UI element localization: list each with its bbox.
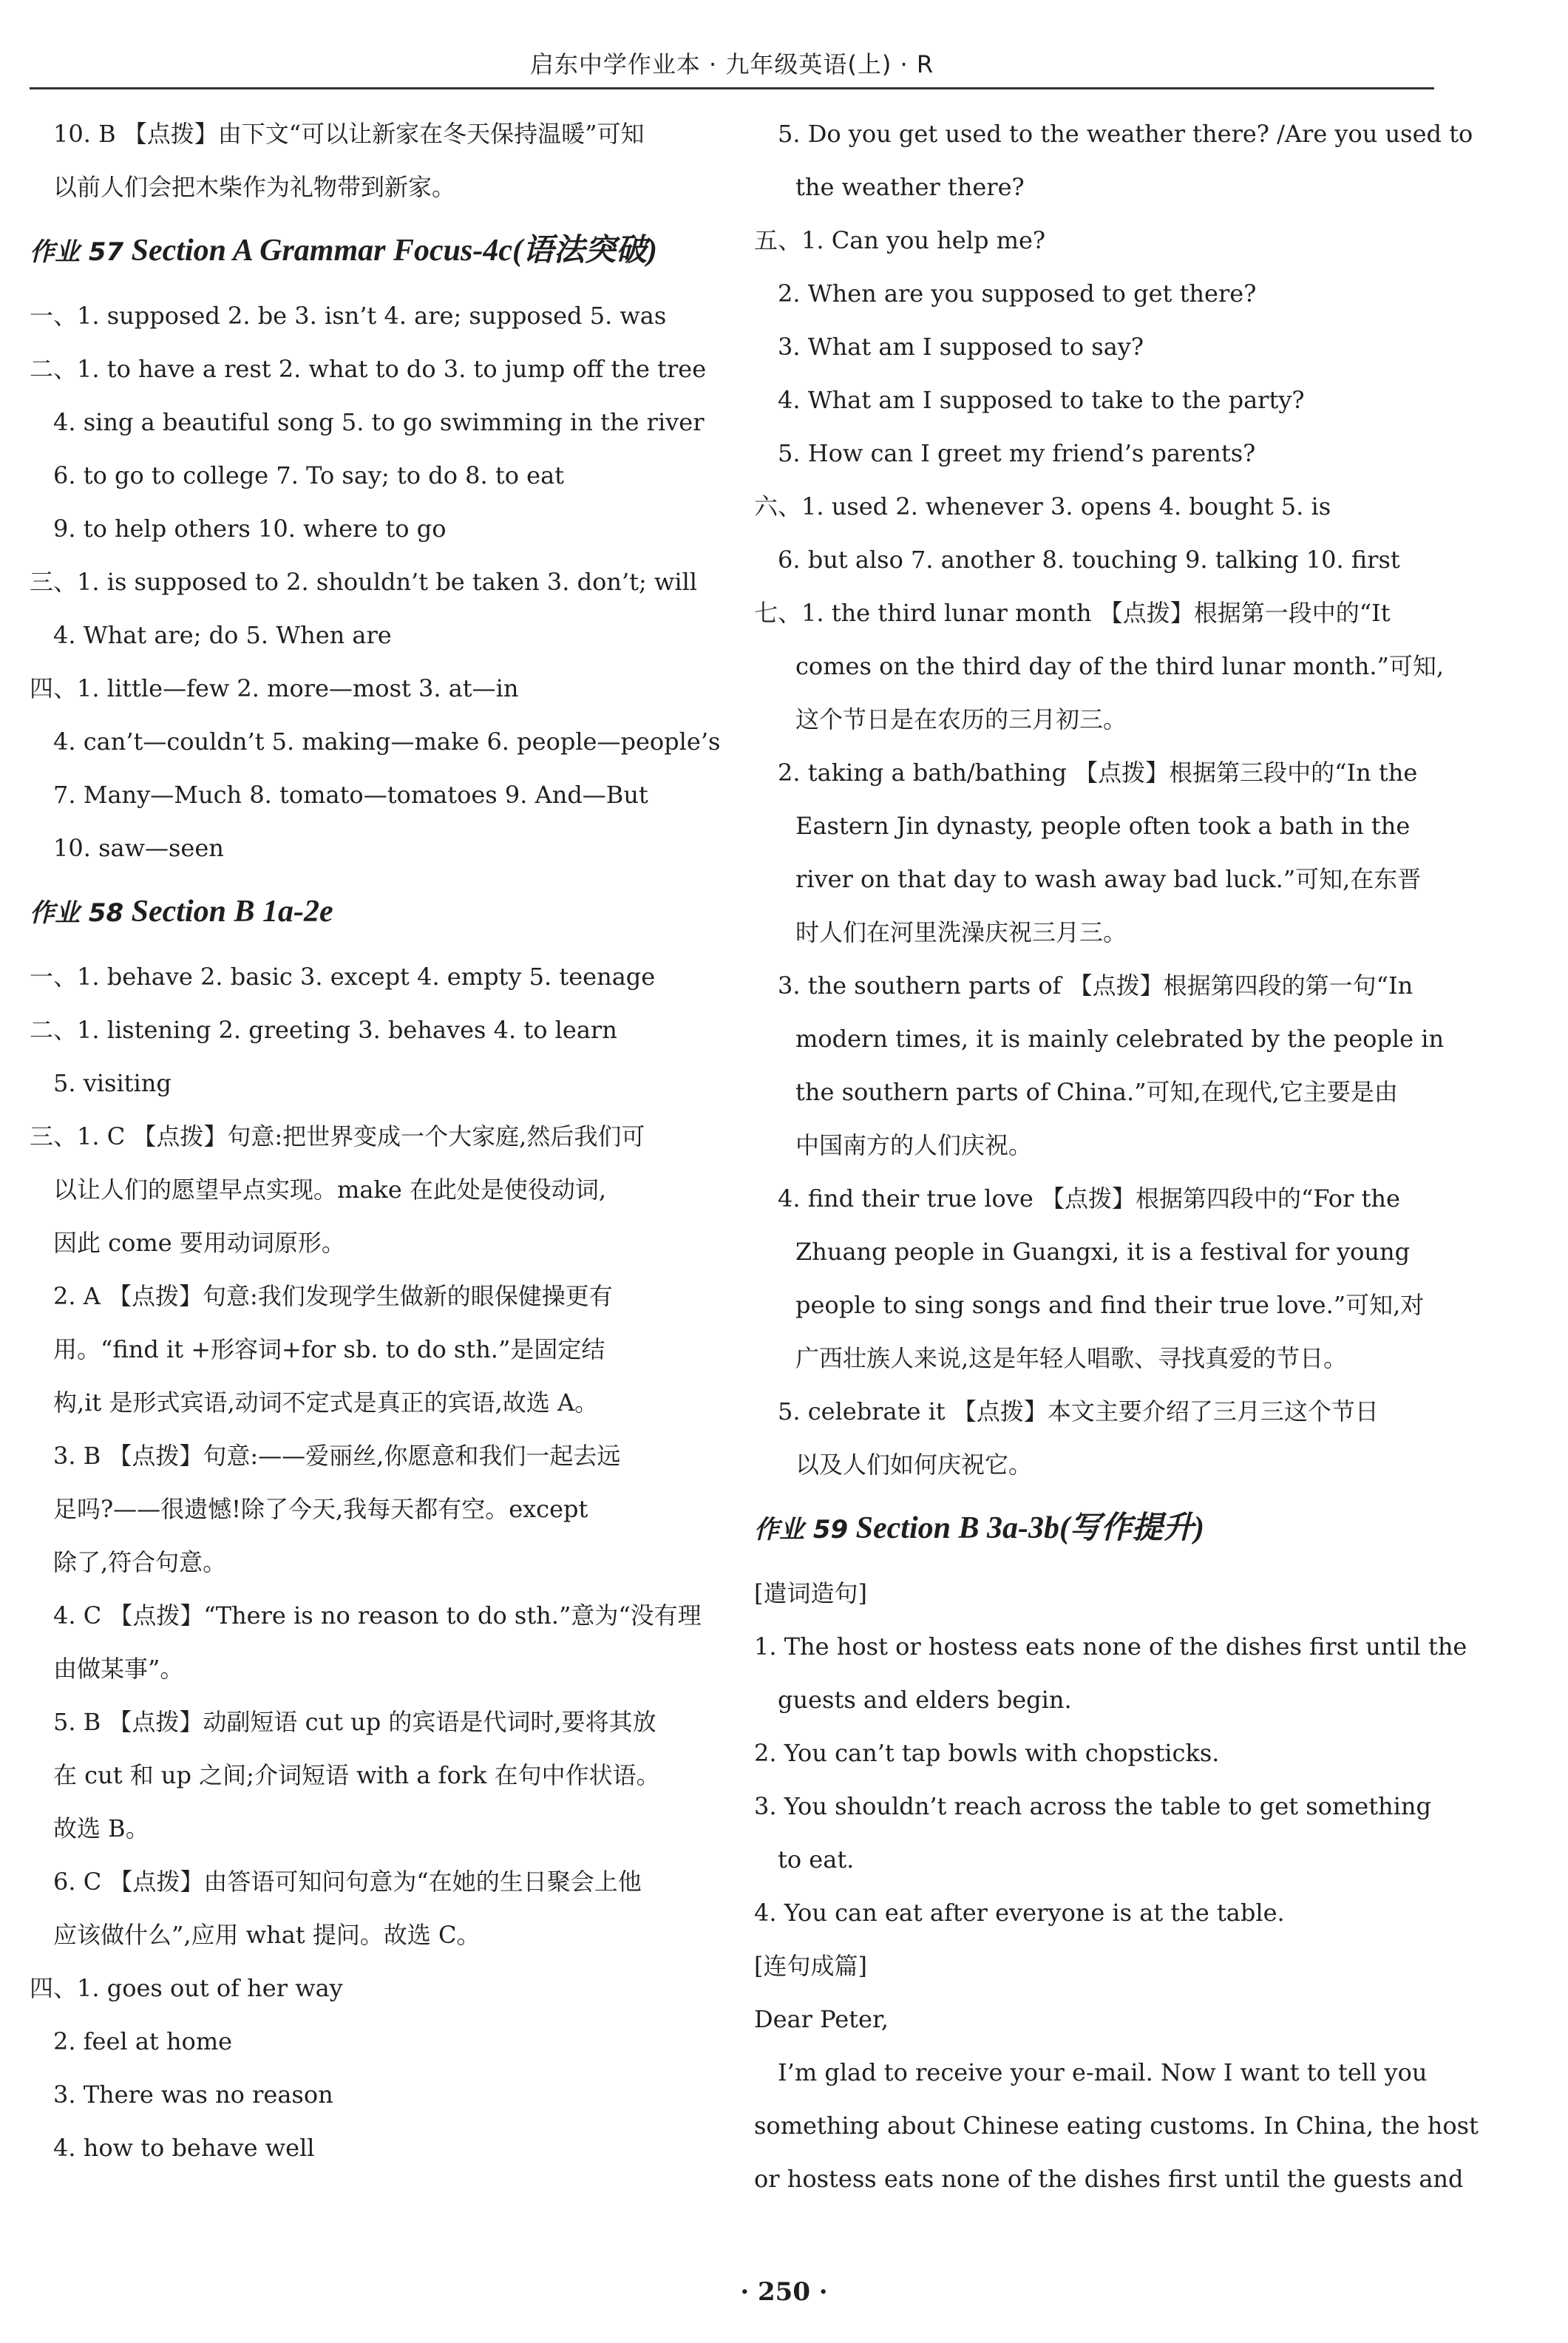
answer-line: 2. When are you supposed to get there? — [778, 279, 1257, 308]
section-title: Section B 3a-3b(写作提升) — [855, 1511, 1204, 1545]
answer-line: 4. What are; do 5. When are — [53, 621, 392, 649]
answer-line: 3. You shouldn’t reach across the table to get something — [754, 1792, 1431, 1820]
answer-line: 一、1. behave 2. basic 3. except 4. empty 5. teenage — [30, 963, 656, 991]
answer-line: 六、1. used 2. whenever 3. opens 4. bought 5. is — [754, 492, 1331, 521]
answer-line: 3. the southern parts of 【点拨】根据第四段的第一句“In — [778, 972, 1413, 1000]
assignment-number: 作业 58 — [30, 898, 124, 928]
answer-line: Dear Peter, — [754, 2005, 889, 2033]
answer-line: guests and elders begin. — [778, 1686, 1072, 1714]
answer-line: [连句成篇] — [754, 1952, 867, 1980]
answer-line: comes on the third day of the third lunar month.”可知, — [795, 652, 1445, 680]
answer-line: 5. B 【点拨】动副短语 cut up 的宾语是代词时,要将其放 — [53, 1708, 656, 1736]
answer-line: 6. to go to college 7. To say; to do 8. to eat — [53, 461, 565, 489]
section-heading — [30, 875, 724, 950]
answer-line: 故选 B。 — [53, 1814, 149, 1842]
answer-line: something about Chinese eating customs. In China, the host — [754, 2112, 1479, 2140]
answer-line: 以及人们如何庆祝它。 — [795, 1451, 1033, 1479]
answer-line: 构,it 是形式宾语,动词不定式是真正的宾语,故选 A。 — [53, 1388, 599, 1417]
answer-line: 6. but also 7. another 8. touching 9. talking 10. first — [778, 546, 1400, 574]
assignment-number: 作业 59 — [754, 1515, 849, 1545]
answer-line: 4. how to behave well — [53, 2134, 315, 2162]
answer-line: 用。“find it +形容词+for sb. to do sth.”是固定结 — [53, 1335, 605, 1363]
answer-line: 中国南方的人们庆祝。 — [795, 1131, 1033, 1159]
section-title: Section B 1a-2e — [131, 895, 333, 929]
answer-line: 2. feel at home — [53, 2027, 233, 2055]
answer-line: 二、1. to have a rest 2. what to do 3. to jump off the tree — [30, 355, 707, 383]
answer-line: 4. find their true love 【点拨】根据第四段中的“For the — [778, 1184, 1400, 1213]
answer-line: 除了,符合句意。 — [53, 1548, 227, 1576]
answer-line: [遣词造句] — [754, 1579, 867, 1607]
answer-line: 因此 come 要用动词原形。 — [53, 1229, 345, 1257]
answer-line: 7. Many—Much 8. tomato—tomatoes 9. And—But — [53, 781, 648, 809]
answer-line: people to sing songs and find their true love.”可知,对 — [795, 1291, 1425, 1319]
answer-line: 5. celebrate it 【点拨】本文主要介绍了三月三这个节日 — [778, 1397, 1379, 1425]
right-column — [754, 107, 1479, 2205]
answer-line: 5. visiting — [53, 1069, 172, 1097]
answer-line: 足吗?——很遗憾!除了今天,我每天都有空。except — [53, 1495, 588, 1523]
answer-line: 三、1. C 【点拨】句意:把世界变成一个大家庭,然后我们可 — [30, 1122, 645, 1150]
answer-line: the weather there? — [795, 173, 1025, 201]
answer-line: 6. C 【点拨】由答语可知问句意为“在她的生日聚会上他 — [53, 1868, 642, 1896]
answer-line: 4. C 【点拨】“There is no reason to do sth.”意为“没有理 — [53, 1601, 702, 1630]
answer-line: 4. can’t—couldn’t 5. making—make 6. people—people’s — [53, 728, 721, 756]
page-header: 启东中学作业本 · 九年级英语(上) · R — [529, 50, 934, 78]
section-title: Section A Grammar Focus-4c(语法突破) — [131, 234, 657, 268]
answer-line: 5. Do you get used to the weather there? /Are you used to — [778, 120, 1473, 148]
answer-line: 3. What am I supposed to say? — [778, 333, 1144, 361]
answer-line: 一、1. supposed 2. be 3. isn’t 4. are; supposed 5. was — [30, 302, 667, 330]
answer-line: 4. You can eat after everyone is at the table. — [754, 1899, 1285, 1927]
answer-line: 七、1. the third lunar month 【点拨】根据第一段中的“It — [754, 599, 1391, 627]
answer-line: 10. saw—seen — [53, 834, 224, 862]
answer-line: 以前人们会把木柴作为礼物带到新家。 — [53, 173, 456, 201]
answer-line: Eastern Jin dynasty, people often took a bath in the — [795, 812, 1411, 840]
left-column — [30, 107, 724, 2174]
answer-line: 2. A 【点拨】句意:我们发现学生做新的眼保健操更有 — [53, 1282, 613, 1310]
answer-line: I’m glad to receive your e-mail. Now I want to tell you — [778, 2058, 1428, 2086]
answer-line: 这个节日是在农历的三月初三。 — [795, 705, 1127, 733]
answer-line: 二、1. listening 2. greeting 3. behaves 4. to learn — [30, 1016, 617, 1044]
answer-line: 10. B 【点拨】由下文“可以让新家在冬天保持温暖”可知 — [53, 120, 645, 148]
answer-line: 五、1. Can you help me? — [754, 226, 1046, 254]
answer-line: 由做某事”。 — [53, 1655, 184, 1683]
answer-line: 在 cut 和 up 之间;介词短语 with a fork 在句中作状语。 — [53, 1761, 660, 1789]
answer-line: 5. How can I greet my friend’s parents? — [778, 439, 1256, 467]
assignment-number: 作业 57 — [30, 237, 124, 267]
answer-line: 4. What am I supposed to take to the party? — [778, 386, 1305, 414]
answer-line: 广西壮族人来说,这是年轻人唱歌、寻找真爱的节日。 — [795, 1344, 1348, 1372]
answer-line: river on that day to wash away bad luck.”可知,在东晋 — [795, 865, 1422, 893]
answer-line: 2. taking a bath/bathing 【点拨】根据第三段中的“In the — [778, 759, 1418, 787]
answer-line: 三、1. is supposed to 2. shouldn’t be taken 3. don’t; will — [30, 568, 698, 596]
answer-line: to eat. — [778, 1845, 855, 1874]
answer-line: Zhuang people in Guangxi, it is a festival for young — [795, 1238, 1411, 1266]
answer-line: 时人们在河里洗澡庆祝三月三。 — [795, 918, 1127, 946]
answer-line: 以让人们的愿望早点实现。make 在此处是使役动词, — [53, 1176, 607, 1204]
answer-line: 4. sing a beautiful song 5. to go swimming in the river — [53, 408, 705, 436]
section-heading — [30, 214, 724, 289]
answer-line: 2. You can’t tap bowls with chopsticks. — [754, 1739, 1220, 1767]
answer-line: the southern parts of China.”可知,在现代,它主要是由 — [795, 1078, 1398, 1106]
answer-line: 3. There was no reason — [53, 2081, 333, 2109]
page-number: · 250 · — [740, 2277, 828, 2307]
answer-line: 3. B 【点拨】句意:——爱丽丝,你愿意和我们一起去远 — [53, 1442, 621, 1470]
answer-line: 四、1. goes out of her way — [30, 1974, 343, 2002]
section-heading — [754, 1491, 1449, 1567]
header-divider — [30, 87, 1434, 89]
answer-line: 应该做什么”,应用 what 提问。故选 C。 — [53, 1921, 481, 1949]
answer-line: modern times, it is mainly celebrated by the people in — [795, 1025, 1445, 1053]
answer-line: 1. The host or hostess eats none of the dishes first until the — [754, 1632, 1467, 1661]
answer-line: or hostess eats none of the dishes first until the guests and — [754, 2165, 1464, 2193]
answer-line: 9. to help others 10. where to go — [53, 515, 447, 543]
answer-line: 四、1. little—few 2. more—most 3. at—in — [30, 674, 519, 702]
